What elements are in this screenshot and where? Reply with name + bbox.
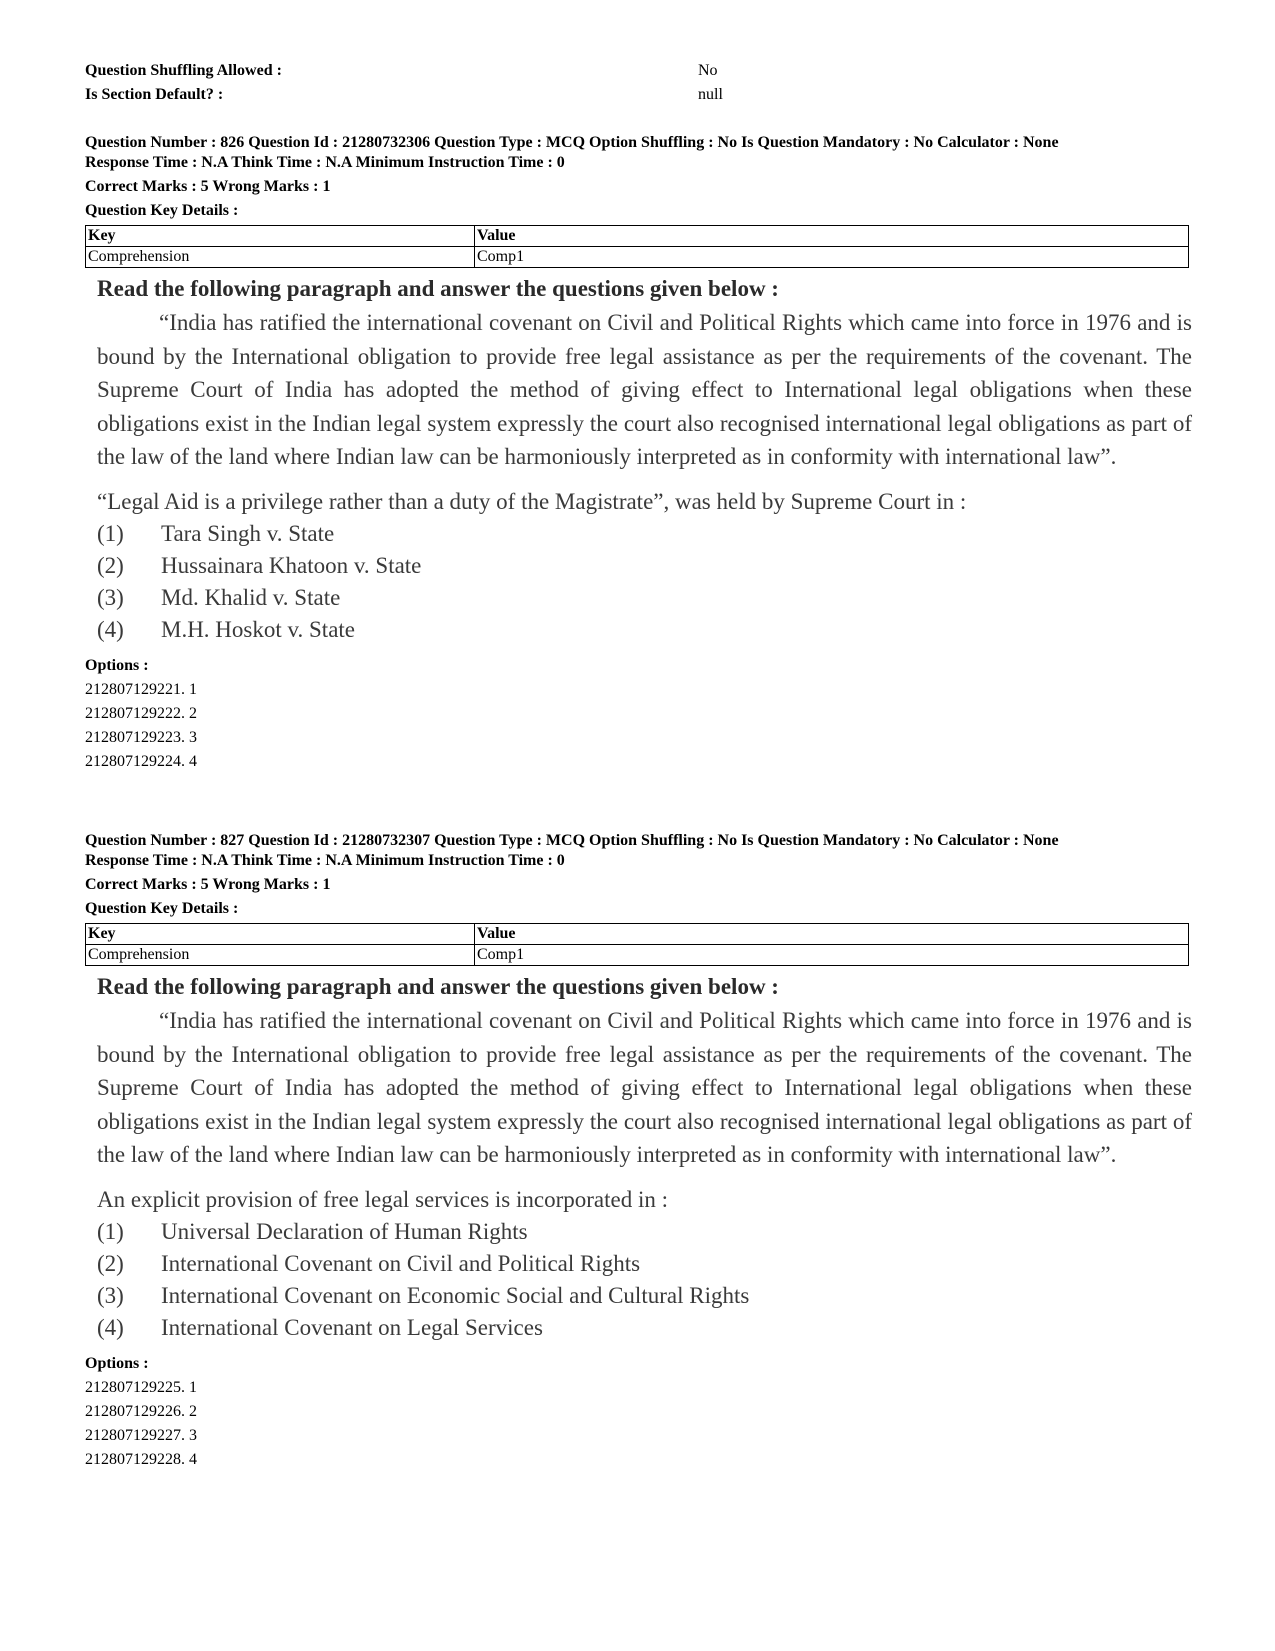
choice bbox=[97, 582, 1192, 614]
option-item: 212807129222. 2 bbox=[85, 704, 197, 722]
key-details-table bbox=[85, 225, 1189, 268]
choice bbox=[97, 1312, 1192, 1344]
option-item: 212807129227. 3 bbox=[85, 1426, 197, 1444]
choice-text: International Covenant on Civil and Political Rights bbox=[161, 1250, 641, 1276]
table-header-row bbox=[86, 226, 1189, 247]
choice-text: Hussainara Khatoon v. State bbox=[161, 552, 422, 578]
choice-number: (3) bbox=[97, 1282, 124, 1308]
question-block bbox=[85, 831, 1190, 1472]
option-item: 212807129228. 4 bbox=[85, 1450, 197, 1468]
choice-text: Universal Declaration of Human Rights bbox=[161, 1218, 528, 1244]
option-item: 212807129226. 2 bbox=[85, 1402, 197, 1420]
options-label: Options : bbox=[85, 656, 149, 674]
question-header-line2: Response Time : N.A Think Time : N.A Minimum Instruction Time : 0 bbox=[85, 154, 565, 171]
table-cell-key: Comprehension bbox=[86, 945, 475, 966]
choice-number: (2) bbox=[97, 1250, 124, 1276]
choice bbox=[97, 1216, 1192, 1248]
option-item: 212807129223. 3 bbox=[85, 728, 197, 746]
section-default-value: null bbox=[698, 86, 723, 103]
choice bbox=[97, 1280, 1192, 1312]
shuffling-label: Question Shuffling Allowed : bbox=[85, 62, 282, 79]
table-cell-key: Comprehension bbox=[86, 247, 475, 268]
table-cell-value: Comp1 bbox=[475, 945, 1189, 966]
question-scan bbox=[97, 274, 1192, 646]
question-header bbox=[85, 831, 1190, 919]
choice-number: (4) bbox=[97, 1314, 124, 1340]
choice-text: M.H. Hoskot v. State bbox=[161, 616, 356, 642]
choice-number: (1) bbox=[97, 520, 124, 546]
choice-text: Tara Singh v. State bbox=[161, 520, 335, 546]
shuffling-value: No bbox=[698, 62, 718, 79]
option-item: 212807129224. 4 bbox=[85, 752, 197, 770]
choice bbox=[97, 1248, 1192, 1280]
instruction: Read the following paragraph and answer the questions given below : bbox=[97, 276, 779, 301]
question-scan bbox=[97, 972, 1192, 1344]
key-details-label: Question Key Details : bbox=[85, 900, 239, 917]
choice-text: International Covenant on Economic Social and Cultural Rights bbox=[161, 1282, 750, 1308]
table-row bbox=[86, 945, 1189, 966]
section-default-label: Is Section Default? : bbox=[85, 86, 224, 103]
option-item: 212807129225. 1 bbox=[85, 1378, 197, 1396]
question-stem: An explicit provision of free legal services is incorporated in : bbox=[97, 1186, 668, 1212]
table-header-value: Value bbox=[475, 924, 1189, 945]
choice-number: (2) bbox=[97, 552, 124, 578]
question-marks: Correct Marks : 5 Wrong Marks : 1 bbox=[85, 178, 331, 195]
table-header-key: Key bbox=[86, 226, 475, 247]
table-header-row bbox=[86, 924, 1189, 945]
choice bbox=[97, 518, 1192, 550]
key-details-label: Question Key Details : bbox=[85, 202, 239, 219]
choice-text: International Covenant on Legal Services bbox=[161, 1314, 543, 1340]
choice-number: (1) bbox=[97, 1218, 124, 1244]
choice bbox=[97, 614, 1192, 646]
table-header-key: Key bbox=[86, 924, 475, 945]
question-header-line1: Question Number : 826 Question Id : 21280732306 Question Type : MCQ Option Shuffling : No Is Question Mandatory : No Calculator : None bbox=[85, 134, 1059, 151]
comprehension-paragraph: “India has ratified the international covenant on Civil and Political Rights which came into force in 1976 and is bound by the International obligation to provide free legal assistance as per the requirements of the covenant. The Supreme Court of India has adopted the method of giving effect to International legal obligations when these obligations exist in the Indian legal system expressly the court also recognised international legal obligations as part of the law of the land where Indian law can be harmoniously interpreted as in conformity with international law”. bbox=[97, 1008, 1192, 1167]
question-header bbox=[85, 133, 1190, 221]
question-block bbox=[85, 133, 1190, 774]
table-row bbox=[86, 247, 1189, 268]
key-details-table bbox=[85, 923, 1189, 966]
question-header-line2: Response Time : N.A Think Time : N.A Minimum Instruction Time : 0 bbox=[85, 852, 565, 869]
choice-text: Md. Khalid v. State bbox=[161, 584, 341, 610]
question-stem: “Legal Aid is a privilege rather than a duty of the Magistrate”, was held by Supreme Court in : bbox=[97, 488, 967, 514]
options-label: Options : bbox=[85, 1354, 149, 1372]
choice bbox=[97, 550, 1192, 582]
table-header-value: Value bbox=[475, 226, 1189, 247]
choice-number: (3) bbox=[97, 584, 124, 610]
options-list bbox=[85, 1352, 1190, 1472]
instruction: Read the following paragraph and answer the questions given below : bbox=[97, 974, 779, 999]
question-marks: Correct Marks : 5 Wrong Marks : 1 bbox=[85, 876, 331, 893]
option-item: 212807129221. 1 bbox=[85, 680, 197, 698]
choice-number: (4) bbox=[97, 616, 124, 642]
table-cell-value: Comp1 bbox=[475, 247, 1189, 268]
options-list bbox=[85, 654, 1190, 774]
comprehension-paragraph: “India has ratified the international covenant on Civil and Political Rights which came into force in 1976 and is bound by the International obligation to provide free legal assistance as per the requirements of the covenant. The Supreme Court of India has adopted the method of giving effect to International legal obligations when these obligations exist in the Indian legal system expressly the court also recognised international legal obligations as part of the law of the land where Indian law can be harmoniously interpreted as in conformity with international law”. bbox=[97, 310, 1192, 469]
question-header-line1: Question Number : 827 Question Id : 21280732307 Question Type : MCQ Option Shuffling : No Is Question Mandatory : No Calculator : None bbox=[85, 832, 1059, 849]
